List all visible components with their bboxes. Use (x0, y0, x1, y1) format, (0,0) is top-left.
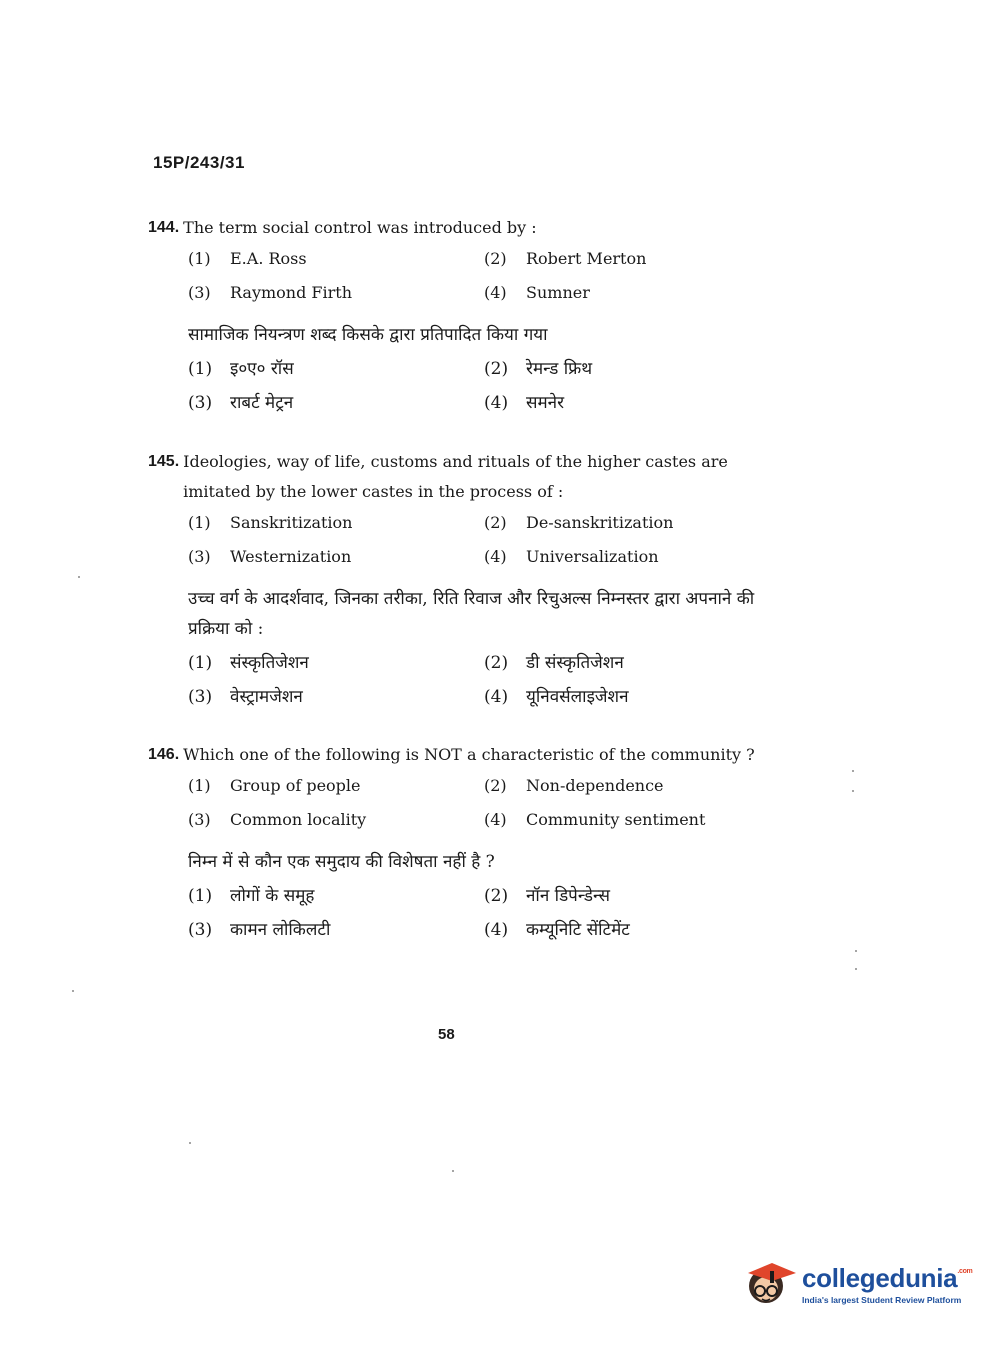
option-number: (4) (484, 547, 507, 566)
question-stem: Which one of the following is NOT a characteristic of the community ? (183, 745, 755, 764)
option-text: Sanskritization (230, 513, 353, 532)
question-number: 144. (148, 219, 180, 236)
option-text: Group of people (230, 776, 361, 795)
option-text: लोगों के समूह (230, 886, 315, 906)
option-text: Sumner (526, 283, 590, 302)
option (484, 810, 784, 835)
option-text: Common locality (230, 810, 367, 829)
option-number: (2) (484, 776, 507, 795)
question-number: 145. (148, 453, 180, 470)
option-number: (3) (188, 920, 213, 940)
question-stem: The term social control was introduced by : (183, 218, 537, 237)
option-text: संस्कृतिजेशन (230, 653, 309, 673)
option (188, 684, 484, 709)
brand-com: .com (957, 1267, 973, 1275)
option (188, 356, 484, 381)
option-number: (3) (188, 810, 211, 829)
question-text-hi: सामाजिक नियन्त्रण शब्द किसके द्वारा प्रतिपादित किया गया (188, 325, 548, 345)
option (484, 356, 784, 381)
option-number: (4) (484, 810, 507, 829)
question-stem: Ideologies, way of life, customs and rituals of the higher castes are imitated by the lower castes in the process of : (183, 452, 728, 501)
collegedunia-logo (742, 1250, 972, 1312)
option-text: कामन लोकिलटी (230, 920, 331, 940)
option (484, 249, 784, 274)
option (188, 776, 484, 801)
option-number: (1) (188, 249, 211, 268)
option-text: Community sentiment (526, 810, 706, 829)
option-number: (3) (188, 283, 211, 302)
option-number: (1) (188, 359, 213, 379)
options-en (188, 249, 788, 308)
option (188, 283, 484, 308)
question-text-hi: निम्न में से कौन एक समुदाय की विशेषता नहीं है ? (188, 852, 495, 872)
scan-speck (855, 968, 857, 970)
option-number: (4) (484, 393, 509, 413)
option-number: (4) (484, 283, 507, 302)
option-number: (3) (188, 547, 211, 566)
option-text: De-sanskritization (526, 513, 674, 532)
page-number: 58 (438, 1026, 455, 1043)
question-145 (148, 447, 788, 709)
option-number: (1) (188, 886, 213, 906)
option (188, 513, 484, 538)
option (484, 283, 784, 308)
brand-name: collegedunia (802, 1262, 958, 1293)
option-text: Robert Merton (526, 249, 647, 268)
option-text: इ०ए० रॉस (230, 359, 294, 379)
scan-speck (852, 790, 854, 792)
option (484, 650, 784, 675)
option-text: समनेर (526, 393, 565, 413)
option-number: (1) (188, 653, 213, 673)
scan-speck (855, 950, 857, 952)
option-number: (3) (188, 687, 213, 707)
option-number: (1) (188, 513, 211, 532)
option-number: (4) (484, 687, 509, 707)
option-text: कम्यूनिटि सेंटिमेंट (526, 920, 630, 940)
option-text: नॉन डिपेन्डेन्स (526, 886, 610, 906)
graduate-mascot-icon (742, 1253, 798, 1309)
question-144 (148, 213, 788, 415)
logo-text (802, 1258, 972, 1305)
options-hi (188, 356, 788, 415)
scan-speck (78, 576, 80, 578)
scan-speck (852, 770, 854, 772)
options-hi (188, 883, 788, 942)
scan-speck (72, 990, 74, 992)
option (188, 650, 484, 675)
option (484, 883, 784, 908)
option-number: (4) (484, 920, 509, 940)
option (484, 917, 784, 942)
question-text-en (148, 740, 788, 770)
question-146 (148, 740, 788, 942)
option-text: वेस्ट्रामजेशन (230, 687, 303, 707)
options-hi (188, 650, 788, 709)
option-text: Westernization (230, 547, 352, 566)
option (484, 776, 784, 801)
scan-speck (189, 1142, 191, 1144)
option-number: (2) (484, 653, 509, 673)
options-en (188, 776, 788, 835)
option (484, 684, 784, 709)
option (188, 883, 484, 908)
option-text: रेमन्ड फ्रिथ (526, 359, 593, 379)
options-en (188, 513, 788, 572)
option (484, 547, 784, 572)
logo-brand (802, 1258, 972, 1292)
option (188, 917, 484, 942)
option-text: Universalization (526, 547, 659, 566)
option (188, 547, 484, 572)
option-number: (2) (484, 513, 507, 532)
option-text: राबर्ट मेट्रन (230, 393, 294, 413)
option (188, 810, 484, 835)
option-text: Non-dependence (526, 776, 664, 795)
option (188, 390, 484, 415)
question-number: 146. (148, 746, 180, 763)
option (484, 390, 784, 415)
option-number: (3) (188, 393, 213, 413)
option-text: Raymond Firth (230, 283, 353, 302)
option-text: डी संस्कृतिजेशन (526, 653, 624, 673)
question-text-en (148, 447, 788, 507)
scan-speck (452, 1170, 454, 1172)
option-text: यूनिवर्सलाइजेशन (526, 687, 629, 707)
option-number: (2) (484, 359, 509, 379)
question-text-hi: उच्च वर्ग के आदर्शवाद, जिनका तरीका, रिति रिवाज और रिचुअल्स निम्नस्तर द्वारा अपनाने की प्रक्रिया को : (188, 589, 755, 639)
question-text-en (148, 213, 788, 243)
option-number: (1) (188, 776, 211, 795)
option-text: E.A. Ross (230, 249, 307, 268)
option-number: (2) (484, 886, 509, 906)
option (484, 513, 784, 538)
option (188, 249, 484, 274)
option-number: (2) (484, 249, 507, 268)
paper-code: 15P/243/31 (153, 153, 245, 172)
logo-tagline: India's largest Student Review Platform (802, 1294, 962, 1305)
